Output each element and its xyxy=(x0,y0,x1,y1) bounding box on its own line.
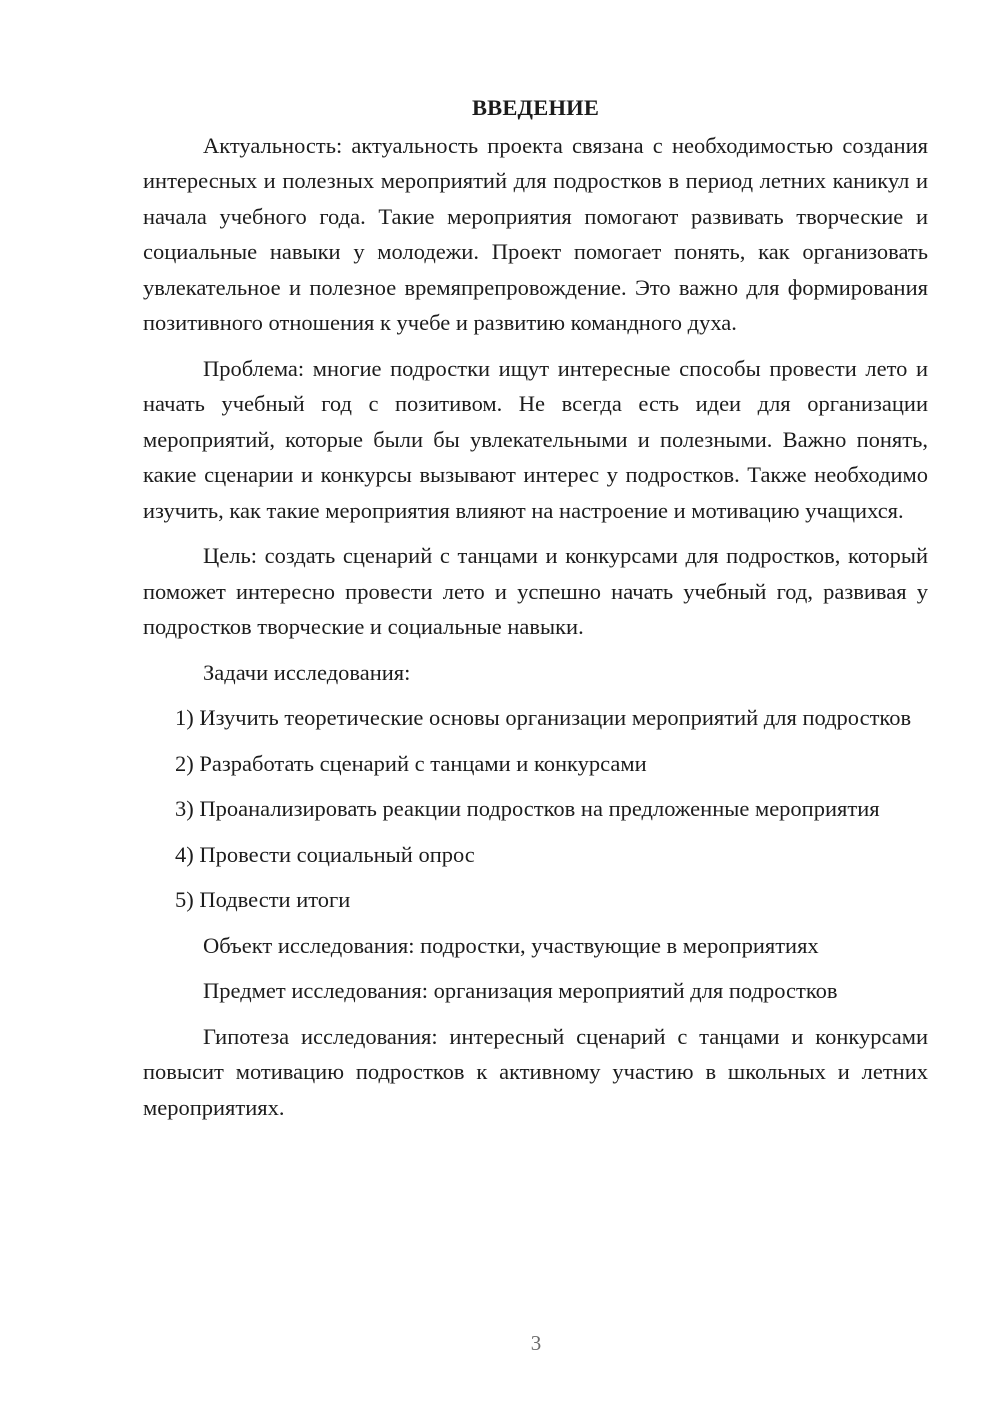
paragraph-subject: Предмет исследования: организация мероприятий для подростков xyxy=(203,978,838,1003)
paragraph-goal: Цель: создать сценарий с танцами и конкурсами для подростков, который поможет интересно провести лето и успешно начать учебный год, развивая у подростков творческие и социальные навыки. xyxy=(143,543,928,639)
paragraph-object: Объект исследования: подростки, участвующие в мероприятиях xyxy=(203,932,819,958)
page-title: ВВЕДЕНИЕ xyxy=(471,95,600,120)
task-item-1: 1) Изучить теоретические основы организации мероприятий для подростков xyxy=(175,705,912,730)
page-number: 3 xyxy=(530,1331,542,1355)
paragraph-relevance: Актуальность: актуальность проекта связана с необходимостью создания интересных и полезных мероприятий для подростков в период летних каникул и начала учебного года. Такие мероприятия помогают развивать творческие и социальные навыки у молодежи. Проект помогает понять, как организовать увлекательное и полезное времяпрепровождение. Это важно для формирования позитивного отношения к учебе и развитию командного духа. xyxy=(143,132,928,335)
task-item-2: 2) Разработать сценарий с танцами и конкурсами xyxy=(175,750,647,776)
paragraph-problem: Проблема: многие подростки ищут интересные способы провести лето и начать учебный год с позитивом. Не всегда есть идеи для организации мероприятий, которые были бы увлекательными и полезными. Важно понять, какие сценарии и конкурсы вызывают интерес у подростков. Также необходимо изучить, как такие мероприятия влияют на настроение и мотивацию учащихся. xyxy=(143,355,928,523)
task-item-3: 3) Проанализировать реакции подростков на предложенные мероприятия xyxy=(175,796,880,821)
tasks-heading: Задачи исследования: xyxy=(203,659,411,685)
task-item-5: 5) Подвести итоги xyxy=(175,887,351,912)
document-body xyxy=(143,90,928,1135)
paragraph-hypothesis: Гипотеза исследования: интересный сценарий с танцами и конкурсами повысит мотивацию подростков к активному участию в школьных и летних мероприятиях. xyxy=(143,1023,928,1120)
task-item-4: 4) Провести социальный опрос xyxy=(175,841,475,867)
